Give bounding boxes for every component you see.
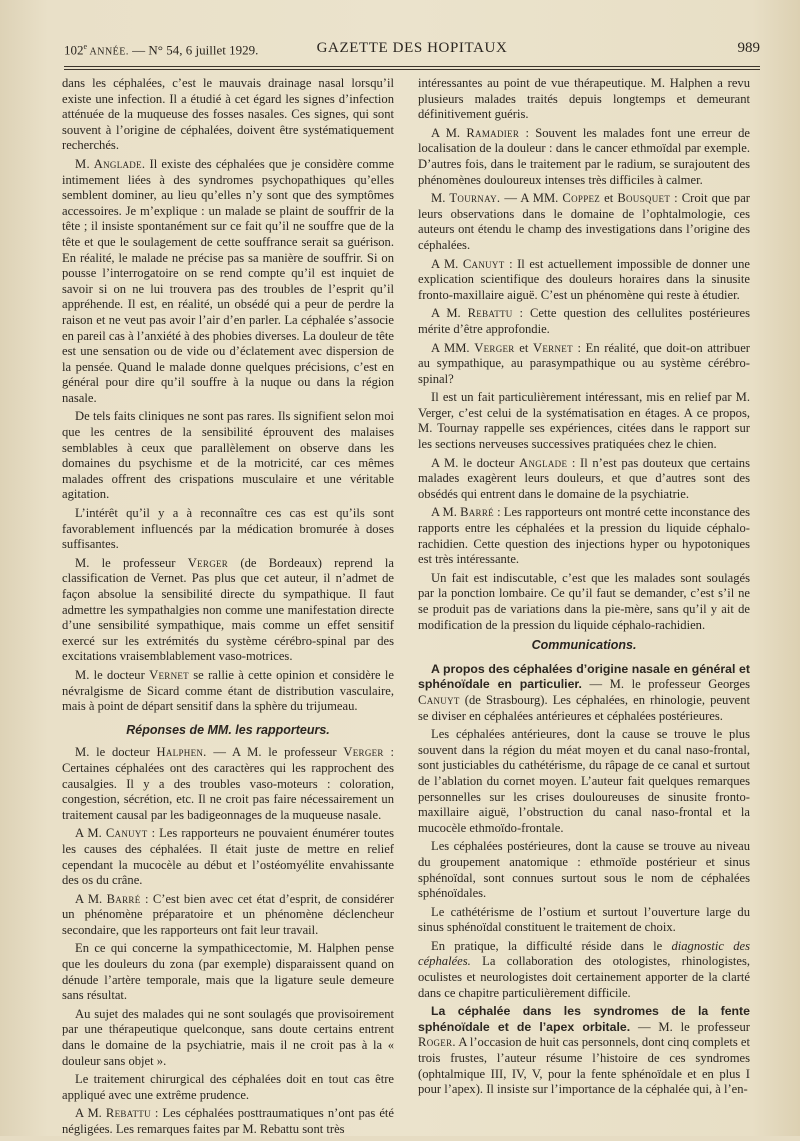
paragraph	[62, 668, 394, 715]
section-heading: Communications.	[531, 638, 637, 653]
paragraph-prefix: M.	[431, 191, 450, 206]
speaker-name: Tournay.	[449, 191, 501, 206]
paragraph-prefix: A M.	[431, 306, 468, 321]
paragraph: Les céphalées antérieures, dont la cause se trouve le plus souvent dans la région du méat moyen et du canal naso-frontal, sont justiciables du cathétérisme, du râpage de ce canal et surtout de l’ablation du cornet moyen. L’auteur fait quelques remarques personnelles sur les crises douloureuses de sinusite fronto-maxillaire aiguë, l’obstruction du canal naso-frontal et la mucocèle ethmoïdo-frontale.	[418, 727, 750, 835]
paragraph: De tels faits cliniques ne sont pas rares. Ils signifient selon moi que les centres de la sensibilité éprouvent des malaises semblables à ceux que parallèlement on observe dans les domaines du psychisme et de la motricité, car ces mêmes malades offrent des crispations musculaire et une véritable agitation.	[62, 409, 394, 502]
header-rule-bottom	[64, 69, 760, 70]
paragraph-prefix: M. le docteur	[75, 745, 157, 760]
speaker-name: Halphen.	[156, 745, 207, 760]
speaker-name: Canuyt	[105, 826, 148, 841]
speaker-name: Barré	[106, 891, 141, 906]
paragraph-mid: — A MM.	[500, 191, 563, 206]
journal-title: GAZETTE DES HOPITAUX	[316, 40, 508, 56]
paragraph-text: : Les rapporteurs ont montré cette inconstance des rapports entre les céphalées et la pression du liquide céphalo-rachidien. Cette question des injections hyper ou hypotoniques est très intéressante.	[418, 505, 751, 567]
speaker-name: Rebattu	[105, 1106, 151, 1121]
speaker-name: M. Anglade.	[75, 156, 146, 171]
paragraph	[418, 257, 750, 304]
page-number: 989	[737, 40, 760, 56]
paragraph-text: : Il n’est pas douteux que certains malades exagèrent leurs douleurs, et que d’autres sont des obsédés qui entrent dans le domaine de la psychiatrie.	[418, 455, 750, 501]
paragraph-mid: — M. le professeur Georges	[581, 677, 750, 692]
speaker-name: Verger	[474, 340, 515, 355]
paragraph: Le traitement chirurgical des céphalées doit en tout cas être appliqué avec une extrême prudence.	[62, 1072, 394, 1102]
paragraph	[418, 306, 750, 337]
left-column	[62, 76, 394, 1141]
right-column	[418, 76, 750, 1101]
speaker-name: Vernet	[149, 667, 189, 682]
paragraph	[62, 157, 394, 407]
paragraph-text: : C’est bien avec cet état d’esprit, de considérer un phénomène préparatoire et un phénomène déclencheur secondaire, que les rapporteurs ont fait leur travail.	[62, 891, 394, 937]
paragraph: En ce qui concerne la sympathicectomie, M. Halphen pense que les douleurs du zona (par exemple) disparaissent quand on dénude l’artère temporale, mais que la ligature seule demeure sans résultat.	[62, 941, 394, 1003]
paragraph-prefix: A M.	[75, 891, 107, 906]
paragraph-text: : Certaines céphalées ont des caractères qui les rapprochent des causalgies. Il y a des troubles vaso-moteurs : coloration, congestion, sécrétion, etc. Il ne croit pas faire nécessairement un traitement causal par les badigeonnages de la muqueuse nasale.	[62, 745, 395, 822]
speaker-name: Ramadier	[466, 125, 520, 140]
subsection-heading: Réponses de MM. les rapporteurs.	[126, 722, 330, 737]
paragraph-prefix: A M.	[431, 125, 467, 140]
paragraph: Au sujet des malades qui ne sont soulagés que provisoirement par une thérapeutique quelconque, sans doute certains entrent dans le domaine de la psychiatrie, mais il ne croit pas à la « douleur sans objet ».	[62, 1006, 394, 1068]
page-header	[64, 40, 760, 60]
paragraph-prefix: A M.	[75, 826, 106, 841]
paragraph-prefix: A M. le docteur	[431, 455, 520, 470]
paragraph-text: : En réalité, que doit-on attribuer au sympathique, au parasympathique ou au système cérébro-spinal?	[418, 340, 750, 386]
article-title: A propos des céphalées d’origine nasale en général et sphénoïdale en particulier.	[418, 661, 750, 692]
paragraph	[62, 892, 394, 939]
speaker-name: Anglade	[519, 455, 568, 470]
speaker-name: Vernet	[532, 340, 573, 355]
paragraph: intéressantes au point de vue thérapeutique. M. Halphen a revu plusieurs malades traités depuis longtemps et demeurant définitivement guéris.	[418, 76, 750, 122]
paragraph	[418, 191, 750, 253]
paragraph	[418, 662, 750, 724]
paragraph-text: : Les rapporteurs ne pouvaient énumérer toutes les causes des céphalées. Il était juste de mettre en relief cependant la mucocèle au début et l’ostéomyélite envahissante des os du crâne.	[62, 826, 395, 888]
paragraph-mid: — M. le professeur	[630, 1019, 750, 1034]
paragraph-text: (de Bordeaux) reprend la classification de Vernet. Pas plus que cet auteur, il n’admet de façon absolue la sensibilité directe du sympathique. Il faut admettre les sympathalgies non comme une manifestation directe d’une sensibilité sympathique, mais comme un effet sensitif exercé sur les extrémités du système cérébro-spinal par des excitations vraisemblablement vaso-motrices.	[62, 555, 394, 664]
paragraph-prefix: A M.	[75, 1106, 106, 1121]
paragraph-prefix: A M.	[431, 505, 461, 520]
paragraph-text: Il existe des céphalées que je considère comme intimement liées à des syndromes psychopathiques qu’elles semblent dominer, au lieu qu’elles n’y sont que des symptômes accessoires. Je m’explique : un malade se plaint de souffrir de la tête ; il insiste spontanément sur ce fait qu’il ne souffre que de la tête et que le soulagement de cette souffrance serait sa guérison. En réalité, le malade ne précise pas sa manière de souffrir. Si on pousse l’interrogatoire on se rend compte qu’il est inquiet de savoir si on ne lui trouvera pas des troubles de l’esprit qu’il appréhende. Il est, en réalité, un obsédé qui a peur de perdre la raison et ne veut pas avoir l’air d’en parler. La céphalée s’associe en pareil cas à l’anxiété à des phobies diverses. La douleur de tête est une sensation ou de vide ou d’éclatement avec dispersion de la pensée. Quand le malade donne quelques précisions, c’est en général pour dire qu’il souffre à la nuque ou dans la région nasale.	[62, 156, 394, 405]
speaker-name: Canuyt	[462, 256, 505, 271]
italic-phrase: diagnostic des céphalées.	[418, 938, 750, 969]
speaker-name: Barré	[460, 505, 494, 520]
paragraph-text: : Souvent les malades font une erreur de localisation de la douleur : dans le cancer ethmoïdal par exemple. D’autres fois, dans le traitement par le radium, se surajoutent des phénomènes douloureux intenses très difficiles à calmer.	[418, 125, 750, 187]
speaker-name: Rebattu	[467, 306, 513, 321]
speaker-name: Coppez	[562, 191, 601, 206]
issue-number-suffix: e	[83, 42, 88, 51]
paragraph-text: A l’occasion de huit cas personnels, dont cinq complets et trois frustes, l’auteur résume l’histoire de ces syndromes (ophtalmique III, IV, V, pour la fente sphénoïdale et en plus I pour l’apex). Il insiste sur l’importance de la céphalée qui, à l’en-	[418, 1035, 750, 1097]
paragraph-mid: et	[600, 191, 618, 206]
paragraph	[418, 1004, 750, 1098]
paragraph: Les céphalées postérieures, dont la cause se trouve au niveau du groupement anatomique : ethmoïde postérieur et sinus sphénoïdal, sont connues surtout sous le nom de céphalées sphénoïdales.	[418, 839, 750, 901]
paragraph-text: : Cette question des cellulites postérieures mérite d’être approfondie.	[418, 306, 750, 336]
annee-label: ANNÉE.	[87, 46, 129, 58]
paragraph: dans les céphalées, c’est le mauvais drainage nasal lorsqu’il existe une infection. Il a étudié à cet égard les signes d’infection atténuée de la muqueuse des fosses nasales. Ces signes, qui sont souvent à l’origine de céphalées, doivent être systématiquement recherchés.	[62, 76, 394, 153]
speaker-name: Bousquet	[617, 191, 671, 206]
speaker-name: Roger.	[418, 1035, 456, 1050]
paragraph-prefix: A M.	[431, 256, 463, 271]
issue-date: — N° 54, 6 juillet 1929.	[128, 42, 259, 58]
paragraph: L’intérêt qu’il y a à reconnaître ces cas est qu’ils sont favorablement influencés par la médication bromurée à doses suffisantes.	[62, 506, 394, 552]
paragraph	[62, 745, 394, 823]
speaker-name: Verger	[187, 555, 229, 570]
paragraph-text: : Les céphalées posttraumatiques n’ont pas été négligées. Les remarques faites par M. Rebattu sont très	[62, 1106, 394, 1136]
article-title: La céphalée dans les syndromes de la fente sphénoïdale et de l’apex orbitale.	[418, 1004, 750, 1034]
paragraph-prefix: M. le professeur	[75, 555, 188, 570]
paragraph-prefix: En pratique, la difficulté réside dans le	[431, 938, 672, 953]
speaker-name: Canuyt	[418, 692, 460, 707]
issue-number: 102	[64, 42, 84, 58]
paragraph-prefix: M. le docteur	[75, 667, 150, 682]
paragraph	[418, 939, 750, 1001]
paragraph	[62, 1106, 394, 1137]
paragraph-text: : Croit que par leurs observations dans le domaine de l’ophtalmologie, ces auteurs ont étendu le champ des investigations dans l’origine des céphalées.	[418, 191, 750, 252]
paragraph	[62, 556, 394, 665]
paragraph-text: La collaboration des otologistes, rhinologistes, oculistes et neurologistes doit certainement apporter de la clarté dans ce chapitre particulièrement difficile.	[418, 954, 750, 1000]
paragraph-mid: — A M. le professeur	[206, 745, 344, 760]
paragraph	[418, 505, 750, 567]
paragraph: Un fait est indiscutable, c’est que les malades sont soulagés par la ponction lombaire. Ce qu’il faut se demander, c’est s’il ne se produit pas de variations dans la pie-mère, sans qu’il y ait de modification de la pression du liquide céphalo-rachidien.	[418, 570, 750, 632]
speaker-name: Verger	[343, 745, 384, 760]
paragraph-text: (de Strasbourg). Les céphalées, en rhinologie, peuvent se diviser en céphalées antérieures et céphalées postérieures.	[418, 692, 750, 723]
paragraph-mid: et	[514, 340, 533, 355]
paragraph	[418, 456, 750, 503]
paragraph-prefix: A MM.	[431, 340, 475, 355]
paragraph	[418, 341, 750, 388]
paragraph: Il est un fait particulièrement intéressant, mis en relief par M. Verger, c’est celui de la systématisation en étages. A ce propos, M. Tournay rappelle ses expériences, citées dans le rapport sur les sections nerveuses successives pratiquées chez le chien.	[418, 390, 750, 452]
paragraph	[62, 826, 394, 888]
paragraph-text: se rallie à cette opinion et considère le névralgisme de Sicard comme étant de distribution vasculaire, mais à point de départ sensitif dans la sphère du trijumeau.	[62, 667, 394, 714]
header-rule-top	[64, 66, 760, 67]
paragraph: Le cathétérisme de l’ostium et surtout l’ouverture large du sinus sphénoïdal constituent le traitement de choix.	[418, 904, 750, 935]
paragraph	[418, 126, 750, 188]
paragraph-text: : Il est actuellement impossible de donner une explication scientifique des douleurs horaires dans la sinusite fronto-maxillaire aiguë. C’est un phénomène qui reste à étudier.	[418, 256, 750, 302]
